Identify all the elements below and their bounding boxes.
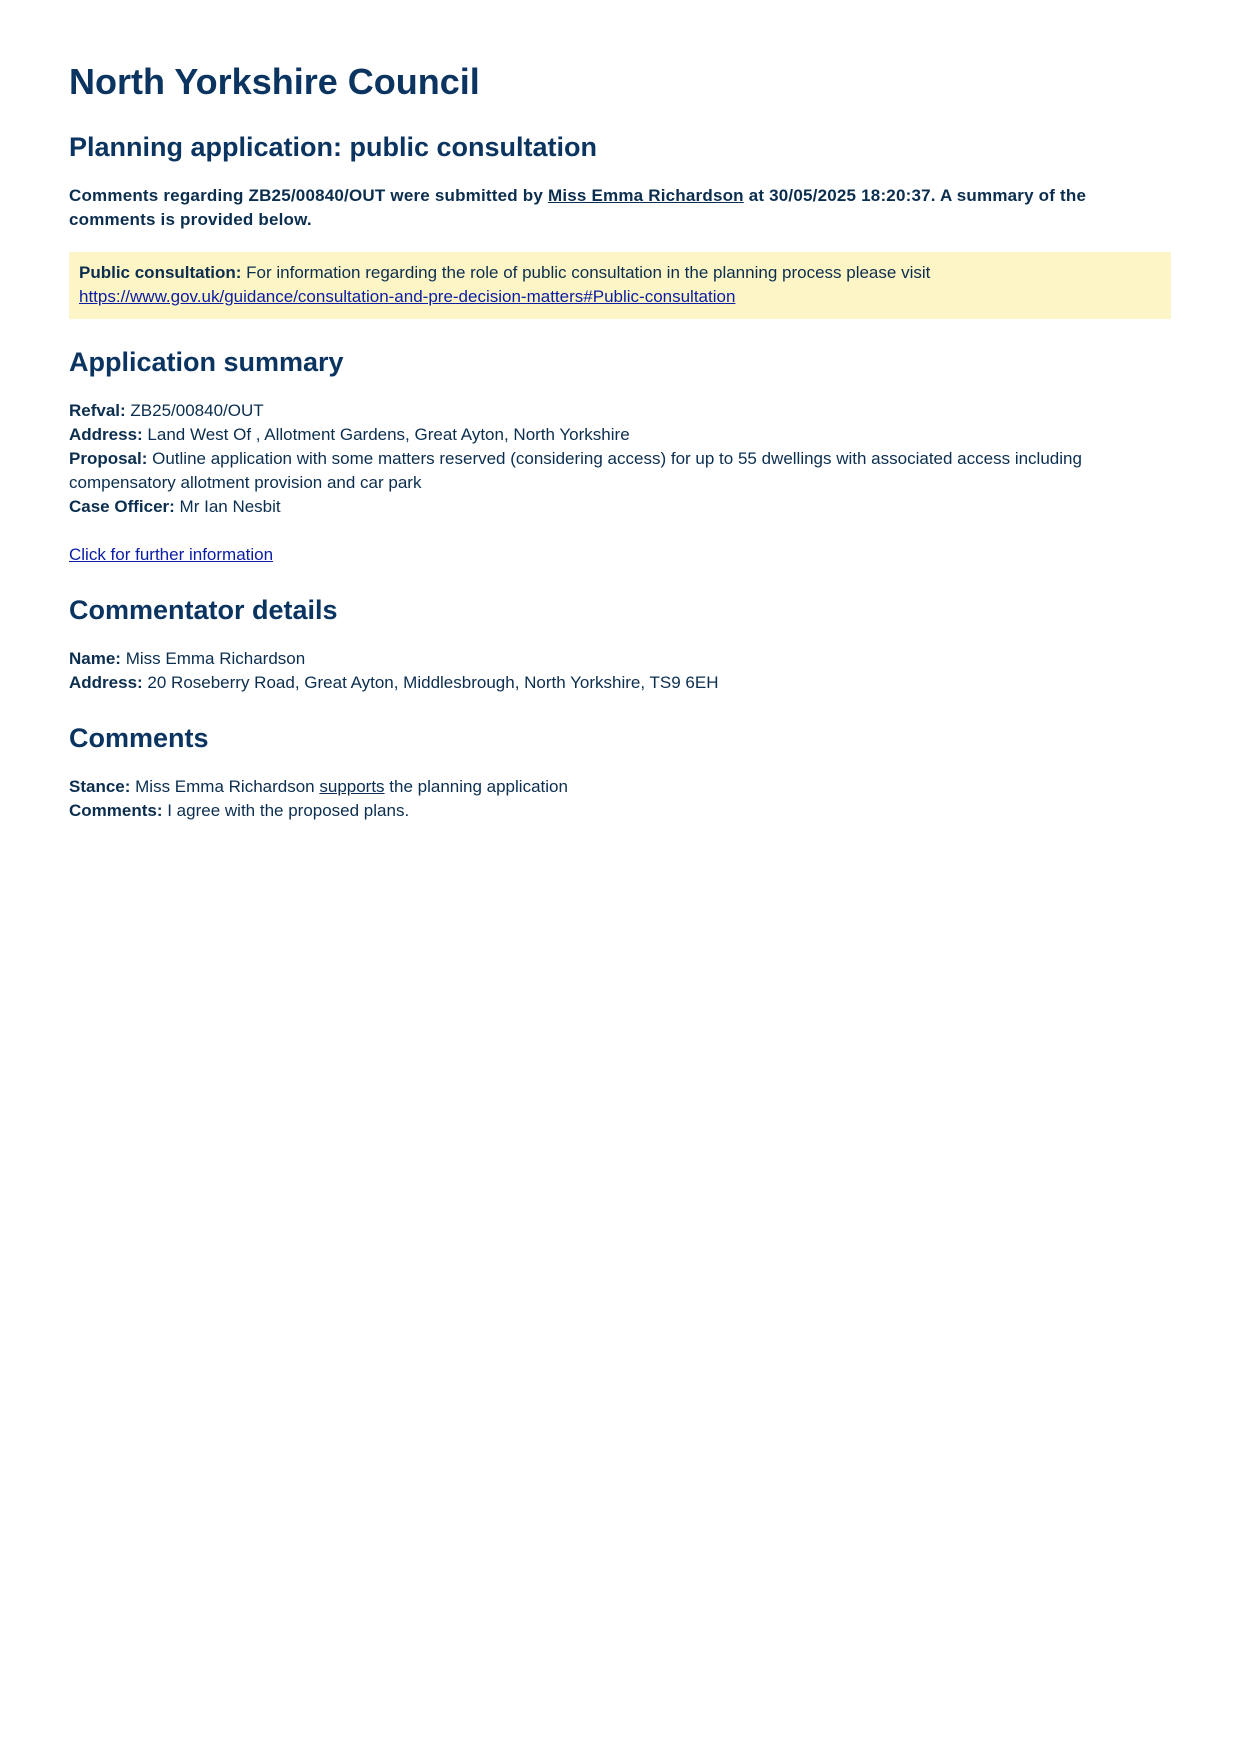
case-officer-value: Mr Ian Nesbit xyxy=(174,497,281,516)
stance-row xyxy=(69,775,1171,799)
intro-prefix: Comments regarding ZB25/00840/OUT were submitted by xyxy=(69,186,548,205)
comments-row xyxy=(69,799,1171,823)
submitter-name: Miss Emma Richardson xyxy=(547,186,744,205)
case-officer-row xyxy=(69,495,1171,519)
intro-paragraph xyxy=(69,184,1171,232)
commentator-address-row xyxy=(69,671,1171,695)
site-address-row xyxy=(69,423,1171,447)
public-consultation-notice xyxy=(69,252,1171,319)
commentator-name-row xyxy=(69,647,1171,671)
application-summary-title: Application summary xyxy=(69,347,344,377)
commentator-address-value: 20 Roseberry Road, Great Ayton, Middlesbrough, North Yorkshire, TS9 6EH xyxy=(142,673,719,692)
council-name: North Yorkshire Council xyxy=(69,61,480,102)
stance-name: Miss Emma Richardson xyxy=(130,777,320,796)
stance-word: supports xyxy=(319,777,385,796)
site-address-label: Address: xyxy=(69,425,143,444)
application-summary-fields xyxy=(69,399,1171,519)
commentator-fields xyxy=(69,647,1171,695)
comments-fields xyxy=(69,775,1171,823)
page-heading: Planning application: public consultation xyxy=(69,132,598,162)
comments-text: I agree with the proposed plans. xyxy=(162,801,410,820)
comments-label: Comments: xyxy=(69,801,163,820)
proposal-value: Outline application with some matters reserved (considering access) for up to 55 dwellings with associated access including compensatory allotment provision and car park xyxy=(69,449,1082,492)
commentator-name-label: Name: xyxy=(69,649,121,668)
site-address-value: Land West Of , Allotment Gardens, Great Ayton, North Yorkshire xyxy=(142,425,630,444)
stance-label: Stance: xyxy=(69,777,131,796)
refval-row xyxy=(69,399,1171,423)
intro-suffix: at 30/05/2025 18:20:37. A summary of the comments is provided below. xyxy=(69,186,1087,229)
refval-value: ZB25/00840/OUT xyxy=(125,401,264,420)
comments-title: Comments xyxy=(69,723,209,753)
document-page xyxy=(69,60,1171,823)
further-information-link[interactable]: Click for further information xyxy=(69,545,274,564)
notice-text: For information regarding the role of public consultation in the planning process please visit xyxy=(241,263,931,282)
commentator-name-value: Miss Emma Richardson xyxy=(120,649,306,668)
stance-suffix: the planning application xyxy=(384,777,568,796)
commentator-details-title: Commentator details xyxy=(69,595,338,625)
notice-label: Public consultation: xyxy=(79,263,242,282)
proposal-row xyxy=(69,447,1171,495)
further-info-row xyxy=(69,543,1171,567)
case-officer-label: Case Officer: xyxy=(69,497,175,516)
consultation-guidance-link[interactable]: https://www.gov.uk/guidance/consultation-and-pre-decision-matters#Public-consultation xyxy=(79,287,736,306)
refval-label: Refval: xyxy=(69,401,126,420)
commentator-address-label: Address: xyxy=(69,673,143,692)
proposal-label: Proposal: xyxy=(69,449,148,468)
